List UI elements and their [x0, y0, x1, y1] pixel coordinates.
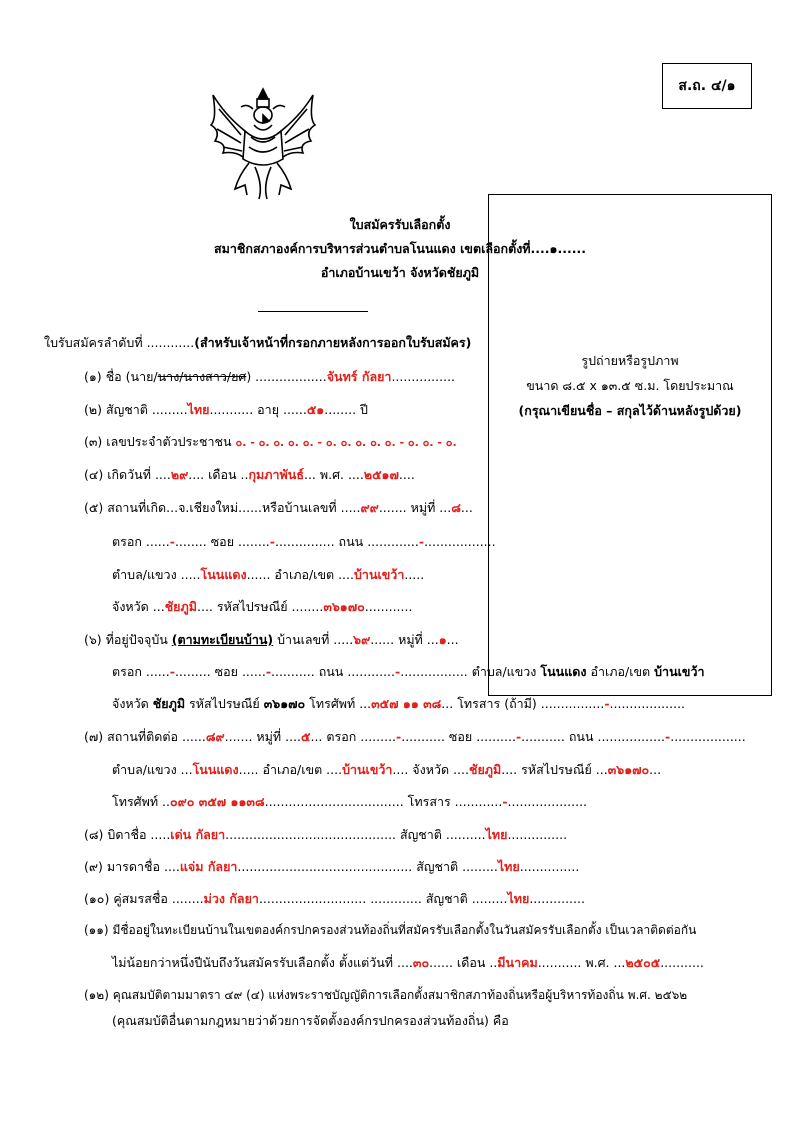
dots: .... [398, 467, 415, 482]
birth-month-label: .... เดือน .. [188, 467, 249, 482]
mother-nationality: ไทย [497, 859, 520, 874]
dots: ........... [660, 955, 704, 970]
house-value: ๖๙ [353, 632, 371, 647]
form-subtitle: สมาชิกสภาองค์การบริหารส่วนตำบลโนนแดง เขตเลือกตั้งที่....๑...... [214, 241, 586, 256]
birthplace-label: สถานที่เกิด...จ.เชียงใหม่......หรือบ้านเลขที่ ..... [107, 500, 361, 515]
item-number: (๖) [84, 632, 102, 647]
birth-month: กุมภาพันธ์ [248, 467, 304, 482]
amphoe-label: ..... อำเภอ/เขต .... [238, 762, 343, 777]
order-number-line [44, 333, 471, 353]
father-label: บิดาชื่อ ..... [107, 827, 171, 842]
tambon-label: ตำบล/แขวง ..... [112, 567, 201, 582]
house-value: ๘๙ [205, 729, 225, 744]
amphoe-label: ...... อำเภอ/เขต .... [246, 567, 354, 582]
item-name [84, 367, 455, 387]
birthplace-line3 [112, 565, 424, 585]
soi-label: ......... ซอย ...... [174, 664, 266, 679]
phone-label: โทรศัพท์ ... [305, 696, 372, 711]
zip-label: รหัสไปรษณีย์ [185, 696, 264, 711]
province-label: .... จังหวัด .... [392, 762, 469, 777]
dots: ... [649, 762, 662, 777]
phone-value: ๐๙๐ ๓๕๗ ๑๑๓๘ [170, 794, 265, 809]
province-value: ชัยภูมิ [468, 762, 502, 777]
dots: ............... [519, 859, 580, 874]
residency-text: มีชื่ออยู่ในทะเบียนบ้านในเขตองค์กรปกครองส่วนท้องถิ่นที่สมัครรับเลือกตั้งในวันสมัครรับเลือกตั้ง เป็นเวลาติดต่อกัน [112, 923, 697, 937]
residency-month: มีนาคม [497, 955, 538, 970]
province-value: ชัยภูมิ [152, 696, 186, 711]
current-address-line2 [112, 662, 704, 682]
zip-value: ๓๖๑๗๐ [607, 762, 650, 777]
form-title: ใบสมัครรับเลือกตั้ง [349, 217, 451, 232]
nationality-label: ........................................... สัญชาติ .......... [225, 827, 486, 842]
road-value: - [665, 729, 671, 744]
contact-address-line3 [112, 792, 587, 812]
item-number: (๒) [84, 402, 102, 417]
amphoe-value: บ้านเขว้า [342, 762, 393, 777]
phone-value: ๓๕๗ ๑๑ ๓๘ [371, 696, 442, 711]
birth-day: ๒๙ [170, 467, 189, 482]
amphoe-value: บ้านเขว้า [353, 567, 405, 582]
dots: ............ [364, 599, 413, 614]
applicant-name: จันทร์ กัลยา [326, 369, 392, 384]
photo-size: ขนาด ๘.๕ x ๑๓.๕ ซ.ม. โดยประมาณ [526, 378, 734, 393]
province-label: จังหวัด ... [112, 599, 165, 614]
item-nationality [84, 400, 368, 420]
soi-value: - [265, 664, 272, 679]
item-number: (๑๒) [84, 988, 109, 1002]
form-code: ส.ถ. ๔/๑ [678, 78, 736, 94]
zip-label: .... รหัสไปรษณีย์ ... [501, 762, 608, 777]
dots: .................... [507, 794, 588, 809]
item-spouse [84, 889, 585, 909]
photo-note: (กรุณาเขียนชื่อ – สกุลไว้ด้านหลังรูปด้วย) [518, 403, 742, 418]
item-qualification [84, 986, 687, 1005]
birth-year-label: ... พ.ศ. .... [303, 467, 364, 482]
trok-label: ตรอก ...... [112, 664, 170, 679]
residency-since-label: ไม่น้อยกว่าหนึ่งปีนับถึงวันสมัครรับเลือกตั้ง ตั้งแต่วันที่ .... [112, 955, 413, 970]
zip-value: ๓๖๑๗๐ [263, 696, 306, 711]
trok-label: ตรอก ...... [112, 534, 170, 549]
moo-label: ....... หมู่ที่ ... [378, 500, 452, 515]
nationality-label: ........................... ............. สัญชาติ ......... [258, 891, 508, 906]
tambon-value: โนนแดง [540, 664, 587, 679]
moo-label: ...... หมู่ที่ ... [370, 632, 439, 647]
photo-box [488, 194, 772, 696]
order-note: (สำหรับเจ้าหน้าที่กรอกภายหลังการออกใบรับสมัคร) [194, 335, 472, 350]
tambon-label: ................. ตำบล/แขวง [400, 664, 541, 679]
year-label: ........... พ.ศ. ... [537, 955, 626, 970]
birth-day-label: เกิดวันที่ .... [107, 467, 171, 482]
item-number: (๙) [84, 859, 103, 874]
province-label: จังหวัด [112, 696, 153, 711]
item-current-address [84, 630, 459, 650]
dots: ................... [670, 729, 746, 744]
fax-value: - [502, 794, 508, 809]
amphoe-value: บ้านเขว้า [654, 664, 705, 679]
garuda-emblem-icon [205, 85, 321, 203]
name-label-b: ) .................. [246, 369, 327, 384]
dots: ... [446, 632, 459, 647]
fax-label: ... โทรสาร (ถ้ามี) ................ [441, 696, 605, 711]
item-number: (๔) [84, 467, 104, 482]
id-value: ๐. - ๐. ๐. ๐. ๐. - ๐. ๐. ๐. ๐. ๐. - ๐. ๐. - ๐. [235, 436, 457, 449]
form-code-box [662, 63, 752, 109]
father-name: เด่น กัลยา [170, 827, 226, 842]
dots: ................ [391, 369, 456, 384]
item-number: (๓) [84, 434, 103, 449]
month-label: ...... เดือน .. [429, 955, 498, 970]
name-label-a: ชื่อ (นาย/ [105, 369, 158, 384]
zip-label: .... รหัสไปรษณีย์ ........ [197, 599, 324, 614]
residency-day: ๓๐ [412, 955, 430, 970]
address-note: (ตามทะเบียนบ้าน) [171, 632, 274, 647]
nationality-value: ไทย [187, 402, 210, 417]
current-address-line3 [112, 694, 685, 714]
header-divider [258, 311, 368, 312]
moo-value: ๕ [301, 729, 311, 744]
trok-value: - [169, 664, 175, 679]
birth-year: ๒๕๑๗ [363, 467, 399, 482]
soi-label: ........... ซอย .......... [401, 729, 516, 744]
item-residency [84, 921, 696, 940]
residency-line2 [112, 953, 704, 973]
moo-label: ....... หมู่ที่ .... [224, 729, 302, 744]
dots: .............. [529, 891, 585, 906]
spouse-name: ม่วง กัลยา [203, 891, 259, 906]
birthplace-line2 [112, 532, 496, 552]
father-nationality: ไทย [485, 827, 508, 842]
road-label: ............... ถนน ............. [274, 534, 419, 549]
road-label: ........... ถนน ............ [271, 664, 396, 679]
item-birthplace [84, 498, 473, 518]
item-contact-address [84, 727, 746, 747]
soi-label: ........ ซอย ........ [174, 534, 270, 549]
trok-value: - [396, 729, 402, 744]
birthplace-line4 [112, 597, 412, 617]
item-number: (๘) [84, 827, 104, 842]
nationality-label: สัญชาติ ......... [105, 402, 188, 417]
dots: ............... [507, 827, 568, 842]
moo-value: ๑ [438, 632, 447, 647]
item-number: (๗) [84, 729, 104, 744]
dots: ..... [404, 567, 425, 582]
soi-value: - [515, 729, 522, 744]
trok-value: - [169, 534, 175, 549]
age-unit: ........ ปี [324, 402, 368, 417]
nationality-label: ............................................ สัญชาติ ......... [237, 859, 498, 874]
tambon-label: ตำบล/แขวง ... [112, 762, 193, 777]
item-number: (๑๑) [84, 923, 109, 937]
zip-value: ๓๖๑๗๐ [323, 599, 365, 614]
item-number: (๑๐) [84, 891, 110, 906]
house-label: บ้านเลขที่ ..... [273, 632, 354, 647]
address-label: ที่อยู่ปัจจุบัน [105, 632, 172, 647]
residency-year: ๒๕๐๕ [625, 955, 661, 970]
trok-label: ... ตรอก ......... [310, 729, 397, 744]
item-mother [84, 857, 579, 877]
contact-address-line2 [112, 760, 661, 780]
item-father [84, 825, 567, 845]
birthplace-house-no: ๙๙ [360, 500, 379, 515]
order-label: ใบรับสมัครลำดับที่ ............ [44, 335, 195, 350]
id-label: เลขประจำตัวประชาชน [106, 434, 232, 449]
dots: .................. [424, 534, 496, 549]
amphoe-label: อำเภอ/เขต [586, 664, 655, 679]
province-value: ชัยภูมิ [164, 599, 197, 614]
tambon-value: โนนแดง [200, 567, 247, 582]
age-value: ๕๑ [306, 402, 325, 417]
soi-value: - [269, 534, 275, 549]
qualification-note: (คุณสมบัติอื่นตามกฎหมายว่าด้วยการจัดตั้งองค์กรปกครองส่วนท้องถิ่น) คือ [112, 1013, 509, 1028]
item-number: (๑) [84, 369, 102, 384]
item-birthdate [84, 465, 415, 485]
road-label: ........... ถนน ................. [521, 729, 666, 744]
birthplace-moo: ๘ [451, 500, 461, 515]
age-label: ........... อายุ ...... [209, 402, 307, 417]
spouse-label: คู่สมรสชื่อ ........ [113, 891, 204, 906]
qualification-text: คุณสมบัติตามมาตรา ๔๙ (๔) แห่งพระราชบัญญัติการเลือกตั้งสมาชิกสภาท้องถิ่นหรือผู้บริหารท้องถิ่น พ.ศ. ๒๕๖๒ [112, 988, 688, 1002]
photo-caption: รูปถ่ายหรือรูปภาพ [581, 353, 679, 368]
road-value: - [418, 534, 425, 549]
phone-label: โทรศัพท์ .. [112, 794, 171, 809]
item-id-card [84, 432, 457, 452]
fax-label: ................................... โทรสาร ............ [264, 794, 503, 809]
mother-label: มารดาชื่อ .... [106, 859, 180, 874]
name-label-strike: นาง/นางสาว/ยศ [157, 369, 247, 384]
road-value: - [395, 664, 401, 679]
spouse-nationality: ไทย [507, 891, 530, 906]
tambon-value: โนนแดง [192, 762, 239, 777]
item-number: (๕) [84, 500, 104, 515]
contact-label: สถานที่ติดต่อ ...... [107, 729, 206, 744]
dots: ... [460, 500, 473, 515]
mother-name: แจ่ม กัลยา [179, 859, 238, 874]
dots: ................... [609, 696, 686, 711]
fax-value: - [604, 696, 610, 711]
name-label [106, 369, 327, 384]
form-district: อำเภอบ้านเขว้า จังหวัดชัยภูมิ [320, 265, 480, 280]
